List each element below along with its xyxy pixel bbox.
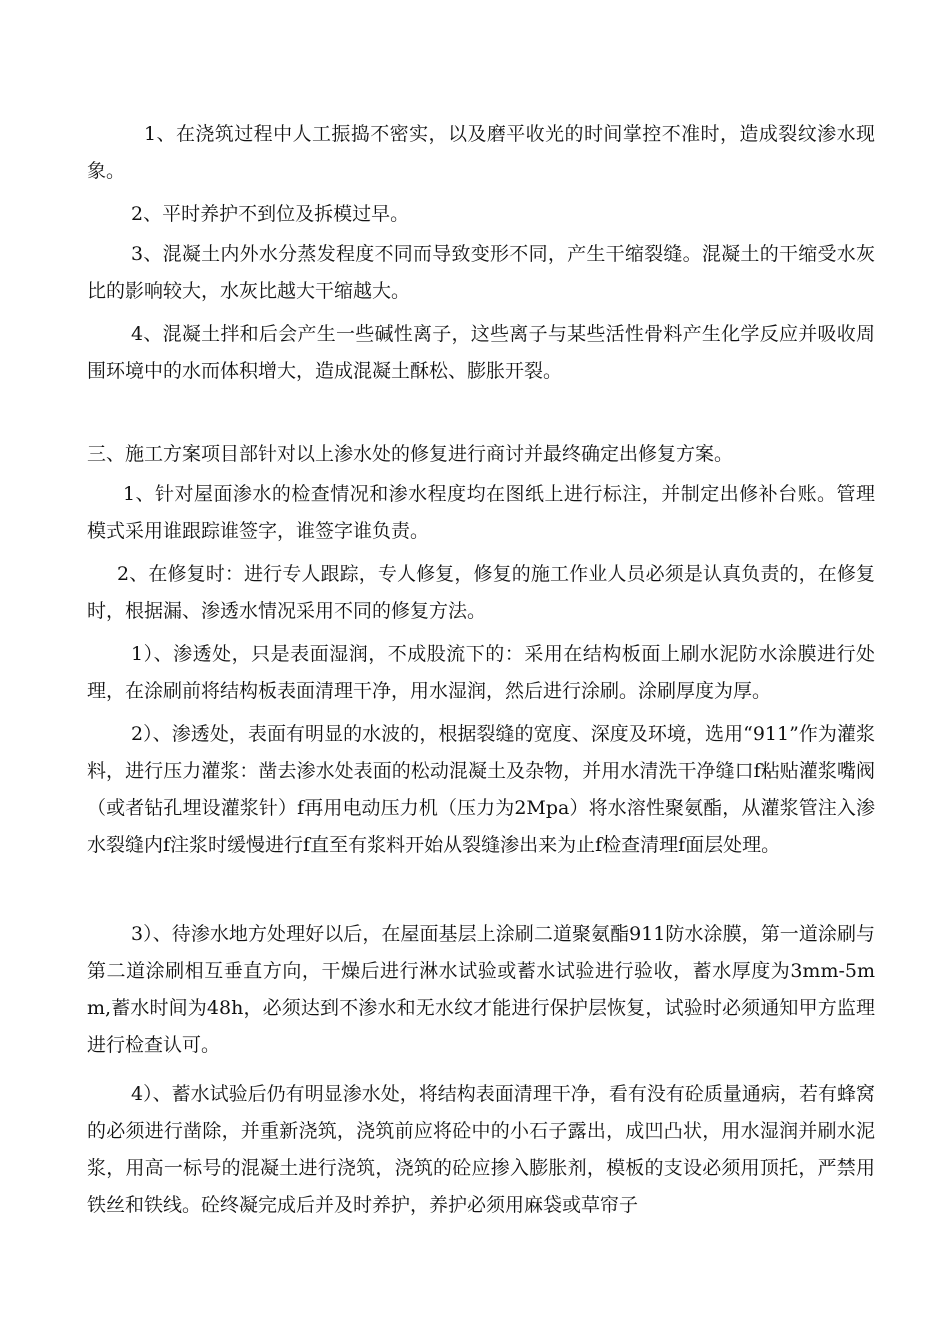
paragraph-plan-1: 1、针对屋面渗水的检查情况和渗水程度均在图纸上进行标注，并制定出修补台账。管理模式采用谁跟踪谁签字，谁签字谁负责。 (87, 483, 875, 542)
paragraph-method-4: 4）、蓄水试验后仍有明显渗水处，将结构表面清理干净，看有没有砼质量通病，若有蜂窝的必须进行凿除，并重新浇筑，浇筑前应将砼中的小石子露出，成凹凸状，用水湿润并刷水泥浆，用高一标号的混凝土进行浇筑，浇筑的砼应掺入膨胀剂，模板的支设必须用顶托，严禁用铁丝和铁线。砼终凝完成后并及时养护，养护必须用麻袋或草帘子 (87, 1083, 875, 1216)
paragraph-method-3: 3）、待渗水地方处理好以后，在屋面基层上涂刷二道聚氨酯911防水涂膜，第一道涂刷与第二道涂刷相互垂直方向，干燥后进行淋水试验或蓄水试验进行验收，蓄水厚度为3mm-5mm,蓄水时间为48h，必须达到不渗水和无水纹才能进行保护层恢复，试验时必须通知甲方监理进行检查认可。 (87, 923, 875, 1056)
paragraph-plan-2: 2、在修复时：进行专人跟踪，专人修复，修复的施工作业人员必须是认真负责的，在修复时，根据漏、渗透水情况采用不同的修复方法。 (87, 563, 875, 622)
paragraph-cause-2: 2、平时养护不到位及拆模过早。 (131, 203, 410, 225)
paragraph-cause-3: 3、混凝土内外水分蒸发程度不同而导致变形不同，产生干缩裂缝。混凝土的干缩受水灰比的影响较大，水灰比越大干缩越大。 (87, 243, 875, 302)
paragraph-method-2: 2）、渗透处，表面有明显的水波的，根据裂缝的宽度、深度及环境，选用“911”作为灌浆料，进行压力灌浆：凿去渗水处表面的松动混凝土及杂物，并用水清洗干净缝口f粘贴灌浆嘴阀（或者钻孔埋设灌浆针）f再用电动压力机（压力为2Mpa）将水溶性聚氨酯，从灌浆管注入渗水裂缝内f注浆时缓慢进行f直至有浆料开始从裂缝渗出来为止f检查清理f面层处理。 (87, 723, 875, 856)
paragraph-method-1: 1）、渗透处，只是表面湿润，不成股流下的：采用在结构板面上刷水泥防水涂膜进行处理，在涂刷前将结构板表面清理干净，用水湿润，然后进行涂刷。涂刷厚度为厚。 (87, 643, 875, 702)
paragraph-cause-4: 4、混凝土拌和后会产生一些碱性离子，这些离子与某些活性骨料产生化学反应并吸收周围环境中的水而体积增大，造成混凝土酥松、膨胀开裂。 (87, 323, 875, 382)
paragraph-cause-1: 1、在浇筑过程中人工振捣不密实，以及磨平收光的时间掌控不准时，造成裂纹渗水现象。 (87, 123, 875, 182)
section-heading-repair-plan: 三、施工方案项目部针对以上渗水处的修复进行商讨并最终确定出修复方案。 (87, 443, 734, 465)
